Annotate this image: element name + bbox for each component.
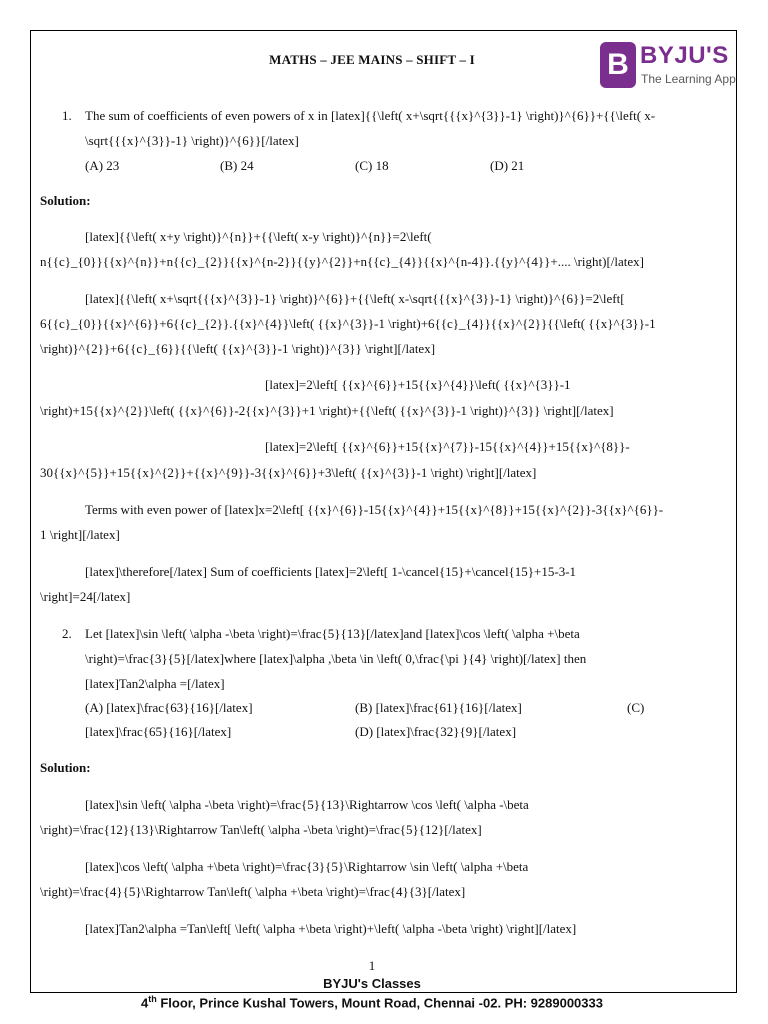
question-1-option-b: (B) 24 [220, 158, 254, 173]
solution-1-line: 6{{c}_{0}}{{x}^{6}}+6{{c}_{2}}.{{x}^{4}}\left( {{x}^{3}}-1 \right)+6{{c}_{4}}{{x}^{2}}{{\left( {{x}^{3}}-1 [40, 316, 656, 331]
question-1-text-cont: \sqrt{{{x}^{3}}-1} \right)}^{6}}[/latex] [85, 133, 299, 148]
solution-1-line: \right)}^{2}}+6{{c}_{6}}{{\left( {{x}^{3}}-1 \right)}^{3}} \right][/latex] [40, 341, 436, 356]
solution-1-line: [latex]{{\left( x+\sqrt{{{x}^{3}}-1} \right)}^{6}}+{{\left( x-\sqrt{{{x}^{3}}-1} \right)}^{6}}=2\left[ [85, 291, 625, 306]
solution-2-line: [latex]Tan2\alpha =Tan\left[ \left( \alpha +\beta \right)+\left( \alpha -\beta \right) \right][/latex] [85, 921, 577, 936]
solution-1-line: n{{c}_{0}}{{x}^{n}}+n{{c}_{2}}{{x}^{n-2}}{{y}^{2}}+n{{c}_{4}}{{x}^{n-4}}.{{y}^{4}}+.... \right)[/latex] [40, 254, 644, 269]
question-2-text: Let [latex]\sin \left( \alpha -\beta \right)=\frac{5}{13}[/latex]and [latex]\cos \left( \alpha +\beta [85, 626, 580, 641]
logo-name: BYJU'S [640, 42, 729, 69]
solution-1-line: \right]=24[/latex] [40, 589, 131, 604]
question-2-option-c-value: [latex]\frac{65}{16}[/latex] [85, 724, 232, 739]
question-2-option-d: (D) [latex]\frac{32}{9}[/latex] [355, 724, 517, 739]
solution-1-line: [latex]=2\left[ {{x}^{6}}+15{{x}^{7}}-15{{x}^{4}}+15{{x}^{8}}- [265, 439, 630, 454]
question-2-option-b: (B) [latex]\frac{61}{16}[/latex] [355, 700, 522, 715]
solution-2-line: \right)=\frac{4}{5}\Rightarrow Tan\left( \alpha +\beta \right)=\frac{4}{3}[/latex] [40, 884, 466, 899]
question-2-option-c-label: (C) [627, 700, 645, 715]
byjus-logo [600, 42, 760, 90]
question-2-number: 2. [62, 626, 72, 641]
question-1-number: 1. [62, 108, 72, 123]
solution-1-line: Terms with even power of [latex]x=2\left[ {{x}^{6}}-15{{x}^{4}}+15{{x}^{8}}+15{{x}^{2}}-3{{x}^{6}}- [85, 502, 664, 517]
logo-mark-icon: B [600, 42, 636, 88]
footer-company: BYJU's Classes [323, 976, 421, 991]
solution-1-line: [latex]{{\left( x+y \right)}^{n}}+{{\left( x-y \right)}^{n}}=2\left( [85, 229, 432, 244]
question-2-text-cont: \right)=\frac{3}{5}[/latex]where [latex]\alpha ,\beta \in \left( 0,\frac{\pi }{4} \right)[/latex] then [85, 651, 587, 666]
solution-1-line: 1 \right][/latex] [40, 527, 120, 542]
page-number: 1 [368, 958, 376, 973]
footer-address-text: Floor, Prince Kushal Towers, Mount Road, Chennai -02. PH: 9289000333 [156, 995, 603, 1011]
question-1-option-a: (A) 23 [85, 158, 120, 173]
question-1-option-c: (C) 18 [355, 158, 389, 173]
footer-address [0, 994, 744, 1010]
solution-2-line: [latex]\sin \left( \alpha -\beta \right)=\frac{5}{13}\Rightarrow \cos \left( \alpha -\beta [85, 797, 529, 812]
question-1-text: The sum of coefficients of even powers of x in [latex]{{\left( x+\sqrt{{{x}^{3}}-1} \right)}^{6}}+{{\left( x- [85, 108, 656, 123]
solution-1-line: [latex]\therefore[/latex] Sum of coefficients [latex]=2\left[ 1-\cancel{15}+\cancel{15}+15-3-1 [85, 564, 577, 579]
solution-1-heading: Solution: [40, 193, 91, 208]
question-2-option-a: (A) [latex]\frac{63}{16}[/latex] [85, 700, 253, 715]
footer-floor-number: 4 [141, 995, 149, 1011]
solution-2-heading: Solution: [40, 760, 91, 775]
solution-1-line: 30{{x}^{5}}+15{{x}^{2}}+{{x}^{9}}-3{{x}^{6}}+3\left( {{x}^{3}}-1 \right) \right][/latex] [40, 465, 537, 480]
logo-tagline: The Learning App [641, 72, 736, 86]
solution-1-line: [latex]=2\left[ {{x}^{6}}+15{{x}^{4}}\left( {{x}^{3}}-1 [265, 377, 571, 392]
solution-2-line: [latex]\cos \left( \alpha +\beta \right)=\frac{3}{5}\Rightarrow \sin \left( \alpha +\beta [85, 859, 529, 874]
solution-1-line: \right)+15{{x}^{2}}\left( {{x}^{6}}-2{{x}^{3}}+1 \right)+{{\left( {{x}^{3}}-1 \right)}^{3}} \right][/latex] [40, 403, 614, 418]
footer-floor-suffix: th [148, 994, 157, 1004]
question-2-text-cont: [latex]Tan2\alpha =[/latex] [85, 676, 225, 691]
solution-2-line: \right)=\frac{12}{13}\Rightarrow Tan\left( \alpha -\beta \right)=\frac{5}{12}[/latex] [40, 822, 482, 837]
question-1-option-d: (D) 21 [490, 158, 525, 173]
page-title: MATHS – JEE MAINS – SHIFT – I [269, 52, 475, 67]
